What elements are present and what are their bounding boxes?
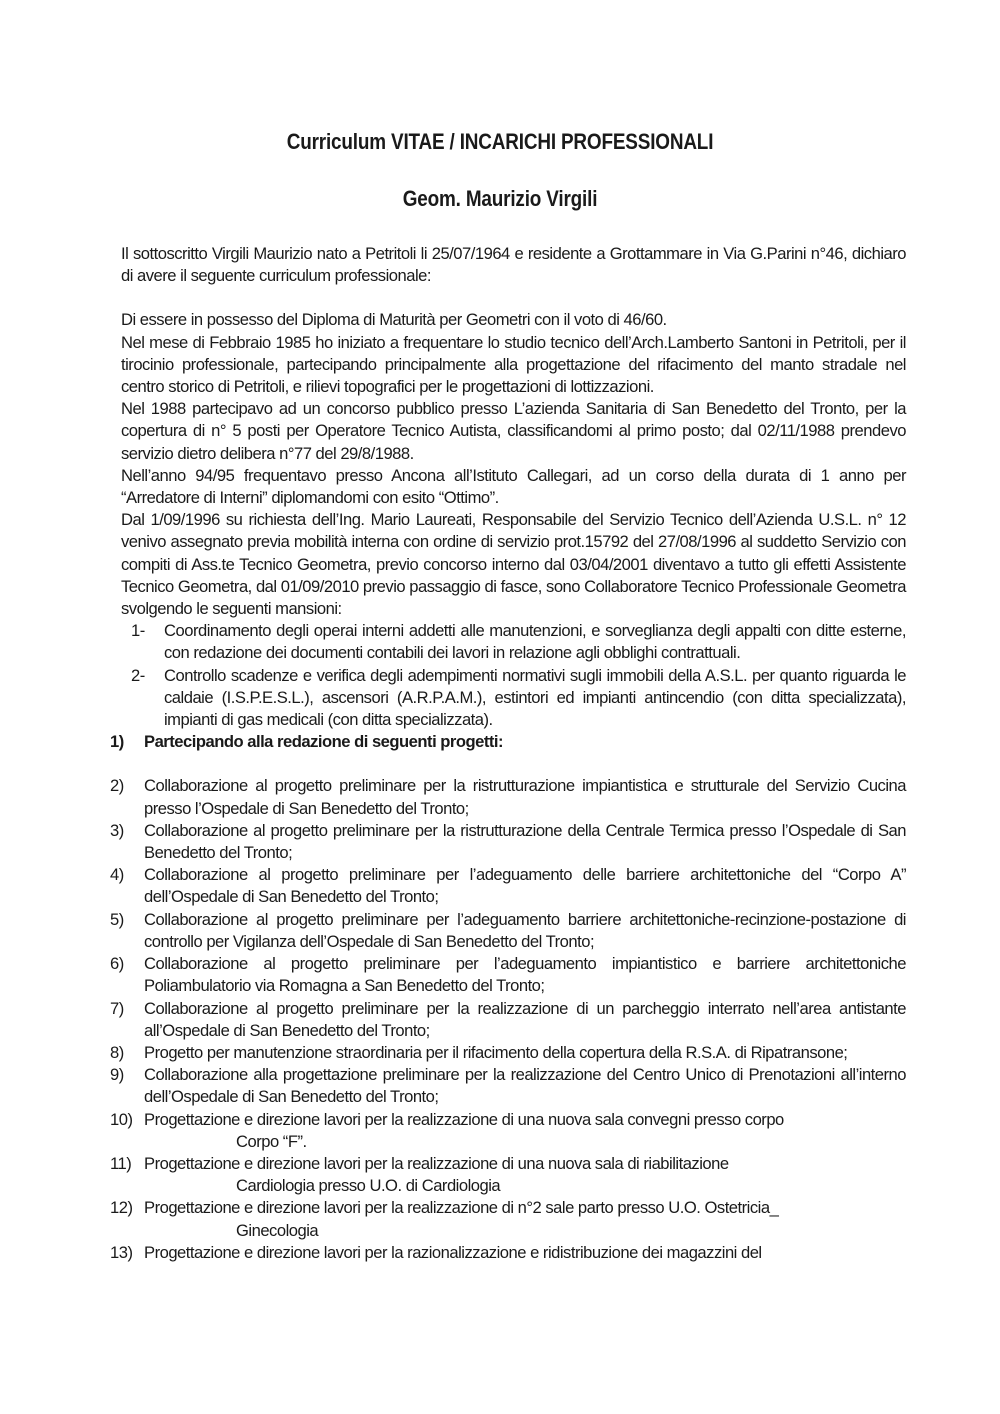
project-number: 8) (110, 1042, 124, 1062)
mansione-text: Coordinamento degli operai interni addetti alle manutenzioni, e sorveglianza degli appalti con ditte esterne, con redazione dei documenti contabili dei lavori in relazione agli obblighi contrattuali. (164, 621, 906, 663)
project-text: Progetto per manutenzione straordinaria per il rifacimento della copertura della R.S.A. di Ripatransone; (144, 1042, 848, 1062)
document-body (110, 243, 906, 1264)
project-item (110, 1109, 906, 1153)
project-text: Progettazione e direzione lavori per la razionalizzazione e ridistribuzione dei magazzini del (144, 1242, 762, 1262)
project-item (110, 1042, 906, 1064)
project-text: Collaborazione al progetto preliminare per l’adeguamento impiantistico e barriere architettoniche Poliambulatorio via Romagna a San Benedetto del Tronto; (144, 954, 906, 996)
projects-heading-number: 1) (110, 732, 124, 752)
document-subtitle: Geom. Maurizio Virgili (402, 186, 598, 211)
project-number: 13) (110, 1242, 133, 1262)
project-text-continuation: Cardiologia presso U.O. di Cardiologia (236, 1176, 501, 1196)
paragraph-diploma: Di essere in possesso del Diploma di Maturità per Geometri con il voto di 46/60. (121, 310, 667, 330)
project-item (110, 953, 906, 997)
project-text: Progettazione e direzione lavori per la realizzazione di n°2 sale parto presso U.O. Ostetricia_ (144, 1198, 779, 1218)
project-number: 12) (110, 1198, 133, 1218)
projects-heading-text: Partecipando alla redazione di seguenti progetti: (144, 732, 504, 752)
mansione-item (121, 665, 906, 732)
project-number: 3) (110, 820, 124, 840)
paragraph-corso-arredatore: Nell’anno 94/95 frequentavo presso Ancona all’Istituto Callegari, ad un corso della durata di 1 anno per “Arredatore di Interni” diplomandomi con esito “Ottimo”. (121, 465, 906, 508)
project-item (110, 1064, 906, 1108)
project-text: Progettazione e direzione lavori per la realizzazione di una nuova sala di riabilitazione (144, 1153, 729, 1173)
project-item (110, 1153, 906, 1197)
projects-heading (110, 731, 906, 753)
project-item (110, 1242, 906, 1264)
paragraph-tirocinio: Nel mese di Febbraio 1985 ho iniziato a frequentare lo studio tecnico dell’Arch.Lamberto Santoni in Petritoli, per il tirocinio professionale, partecipando principalmente alla progettazione del rifacimento del manto stradale nel centro storico di Petritoli, e rilievi topografici per le progettazioni di lottizzazioni. (121, 332, 906, 397)
project-number: 4) (110, 865, 124, 885)
project-text: Collaborazione al progetto preliminare per l’adeguamento delle barriere architettoniche del “Corpo A” dell’Ospedale di San Benedetto del Tronto; (144, 865, 906, 907)
project-item (110, 864, 906, 908)
project-text: Collaborazione al progetto preliminare per la ristrutturazione della Centrale Termica presso l’Ospedale di San Benedetto del Tronto; (144, 820, 906, 863)
paragraph-servizio-tecnico: Dal 1/09/1996 su richiesta dell’Ing. Mario Laureati, Responsabile del Servizio Tecnico dell’Azienda U.S.L. n° 12 venivo assegnato previa mobilità interna con ordine di servizio prot.15792 del 27/08/1996 al suddetto Servizio con compiti di Ass.te Tecnico Geometra, previo concorso interno dal 03/04/2001 diventavo a tutto gli effetti Assistente Tecnico Geometra, dal 01/09/2010 previo passaggio di fasce, sono Collaboratore Tecnico Professionale Geometra svolgendo le seguenti mansioni: (121, 510, 906, 619)
paragraph-concorso-1988: Nel 1988 partecipavo ad un concorso pubblico presso L’azienda Sanitaria di San Benedetto del Tronto, per la copertura di n° 5 posti per Operatore Tecnico Autista, classificandomi al primo posto; dal 02/11/1988 prendevo servizio dietro delibera n°77 del 29/8/1988. (121, 399, 906, 463)
project-text: Collaborazione al progetto preliminare per la realizzazione di un parcheggio interrato nell’area antistante all’Ospedale di San Benedetto del Tronto; (144, 998, 906, 1040)
project-item (110, 775, 906, 819)
project-item (110, 998, 906, 1042)
project-number: 11) (110, 1153, 132, 1173)
project-text-continuation: Ginecologia (236, 1220, 319, 1240)
project-number: 6) (110, 954, 124, 974)
project-text-continuation: Corpo “F”. (236, 1131, 307, 1151)
mansione-text: Controllo scadenze e verifica degli adempimenti normativi sugli immobili della A.S.L. per quanto riguarda le caldaie (I.S.P.E.S.L.), ascensori (A.R.P.A.M.), estintori ed impianti antincendio (con ditta specializzata), impianti di gas medicali (con ditta specializzata). (164, 665, 906, 730)
document-title: Curriculum VITAE / INCARICHI PROFESSIONALI (286, 129, 714, 154)
project-item (110, 1197, 906, 1241)
project-item (110, 909, 906, 953)
intro-paragraph: Il sottoscritto Virgili Maurizio nato a Petritoli li 25/07/1964 e residente a Grottammare in Via G.Parini n°46, dichiaro di avere il seguente curriculum professionale: (121, 244, 906, 286)
project-text: Collaborazione al progetto preliminare per la ristrutturazione impiantistica e strutturale del Servizio Cucina presso l’Ospedale di San Benedetto del Tronto; (144, 776, 906, 818)
project-text: Progettazione e direzione lavori per la realizzazione di una nuova sala convegni presso corpo (144, 1109, 784, 1129)
project-item (110, 820, 906, 864)
project-number: 10) (110, 1109, 133, 1129)
project-number: 2) (110, 776, 124, 796)
mansione-number: 2- (131, 665, 145, 685)
project-number: 7) (110, 998, 124, 1018)
project-text: Collaborazione alla progettazione preliminare per la realizzazione del Centro Unico di Prenotazioni all’interno dell’Ospedale di San Benedetto del Tronto; (144, 1065, 906, 1107)
project-text: Collaborazione al progetto preliminare per l’adeguamento barriere architettoniche-recinzione-postazione di controllo per Vigilanza dell’Ospedale di San Benedetto del Tronto; (144, 909, 906, 951)
mansione-item (121, 620, 906, 664)
project-number: 9) (110, 1065, 124, 1085)
project-number: 5) (110, 909, 124, 929)
mansione-number: 1- (131, 621, 145, 641)
